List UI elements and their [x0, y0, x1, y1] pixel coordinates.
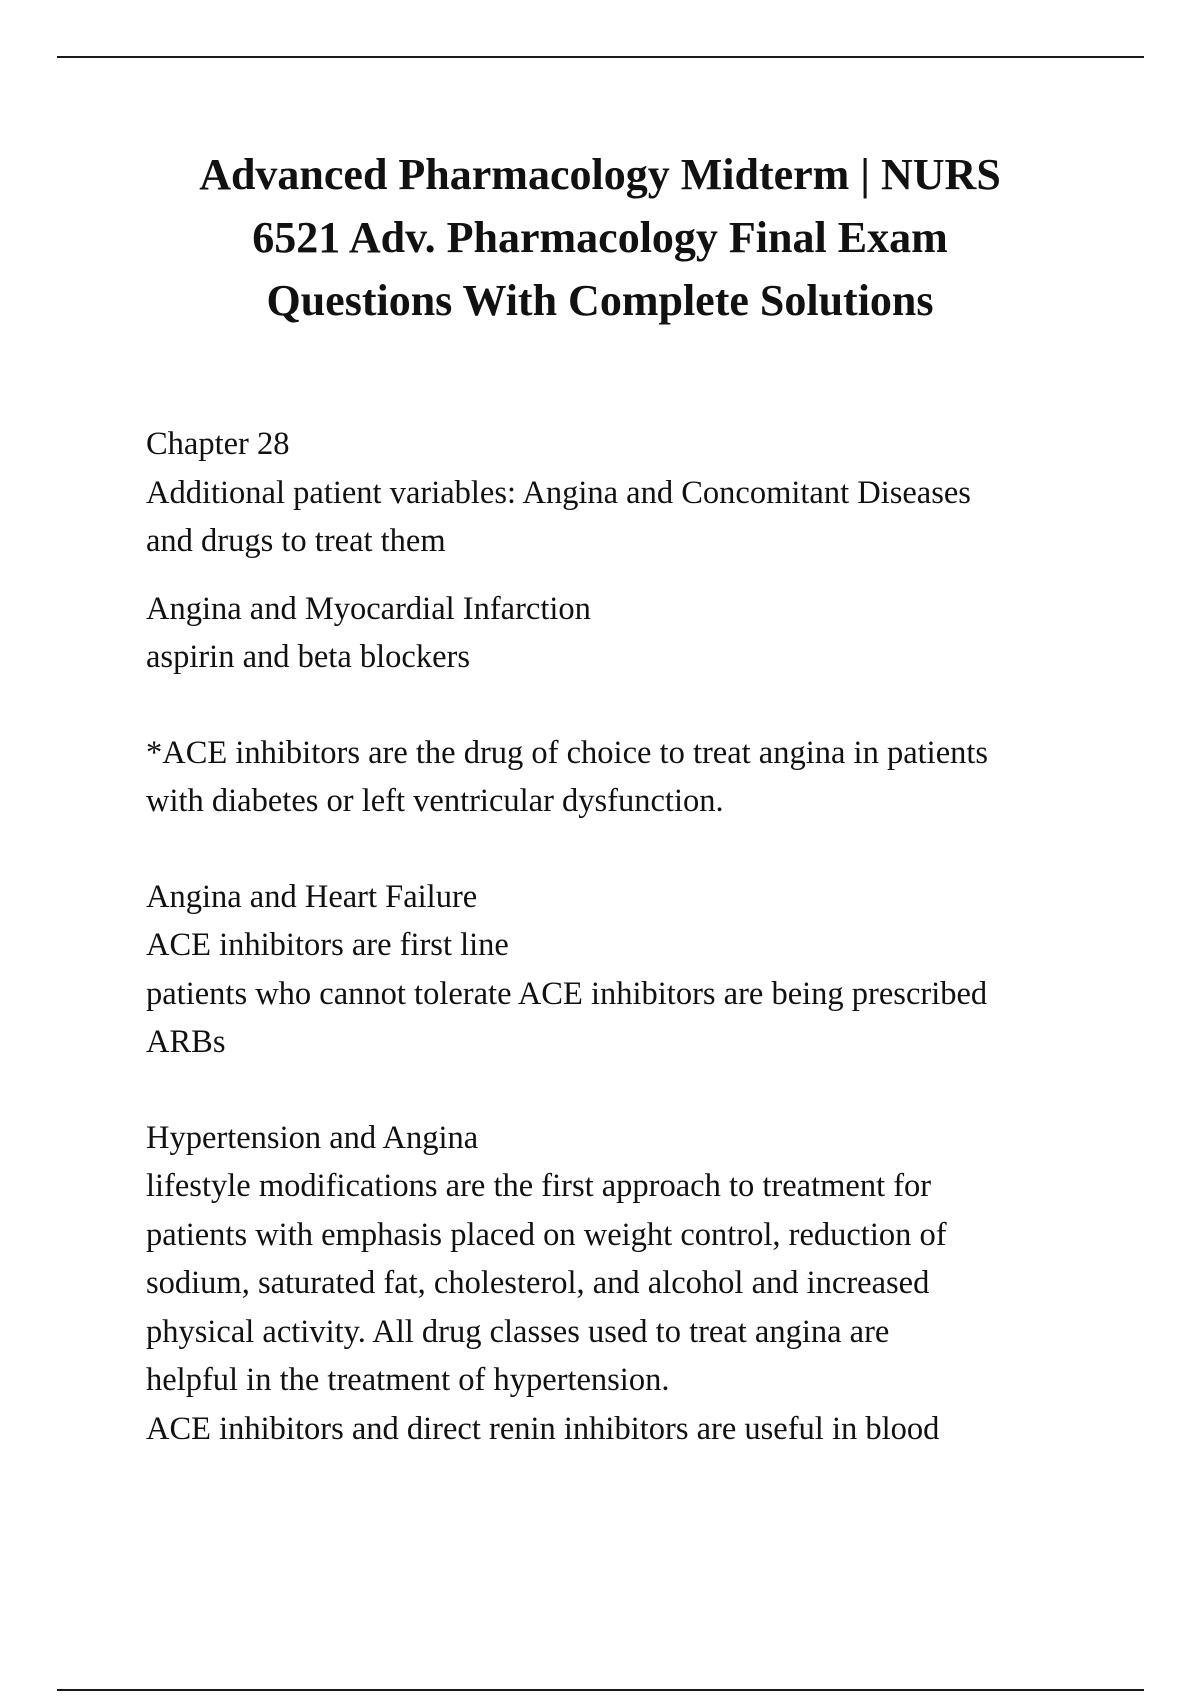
- body-line: helpful in the treatment of hypertension.: [146, 1362, 670, 1398]
- hypertension-angina-block: [146, 1114, 1126, 1454]
- paragraph-gap: [146, 682, 1126, 729]
- body-line: *ACE inhibitors are the drug of choice to treat angina in patients: [146, 734, 989, 771]
- bottom-rule: [57, 1689, 1144, 1691]
- document-title: [100, 143, 1100, 332]
- body-line: with diabetes or left ventricular dysfunction.: [146, 783, 724, 819]
- paragraph-gap: [146, 566, 1126, 585]
- topic-heading: Angina and Heart Failure: [146, 878, 478, 915]
- top-rule: [57, 56, 1144, 58]
- paragraph-gap: [146, 1067, 1126, 1114]
- chapter-heading: Chapter 28: [146, 426, 290, 462]
- body-line: patients with emphasis placed on weight control, reduction of: [146, 1216, 947, 1253]
- body-line: and drugs to treat them: [146, 523, 446, 559]
- body-line: ARBs: [146, 1024, 226, 1060]
- chapter-intro-block: [146, 420, 1126, 566]
- body-line: physical activity. All drug classes used to treat angina are: [146, 1313, 890, 1350]
- body-line: patients who cannot tolerate ACE inhibitors are being prescribed: [146, 975, 988, 1012]
- angina-hf-block: [146, 873, 1126, 1067]
- angina-mi-block: [146, 585, 1126, 682]
- paragraph-gap: [146, 826, 1126, 873]
- body-line: sodium, saturated fat, cholesterol, and alcohol and increased: [146, 1265, 930, 1301]
- topic-heading: Hypertension and Angina: [146, 1119, 479, 1156]
- body-line: Additional patient variables: Angina and Concomitant Diseases: [146, 474, 971, 511]
- title-line: Questions With Complete Solutions: [266, 276, 934, 325]
- document-body: [146, 420, 1126, 1453]
- body-line: ACE inhibitors are first line: [146, 927, 509, 963]
- title-line: Advanced Pharmacology Midterm | NURS: [199, 150, 1001, 199]
- body-line: aspirin and beta blockers: [146, 639, 470, 675]
- topic-heading: Angina and Myocardial Infarction: [146, 590, 591, 627]
- title-line: 6521 Adv. Pharmacology Final Exam: [252, 213, 948, 262]
- ace-note-block: [146, 729, 1126, 826]
- body-line: lifestyle modifications are the first approach to treatment for: [146, 1168, 932, 1204]
- body-line: ACE inhibitors and direct renin inhibitors are useful in blood: [146, 1410, 940, 1447]
